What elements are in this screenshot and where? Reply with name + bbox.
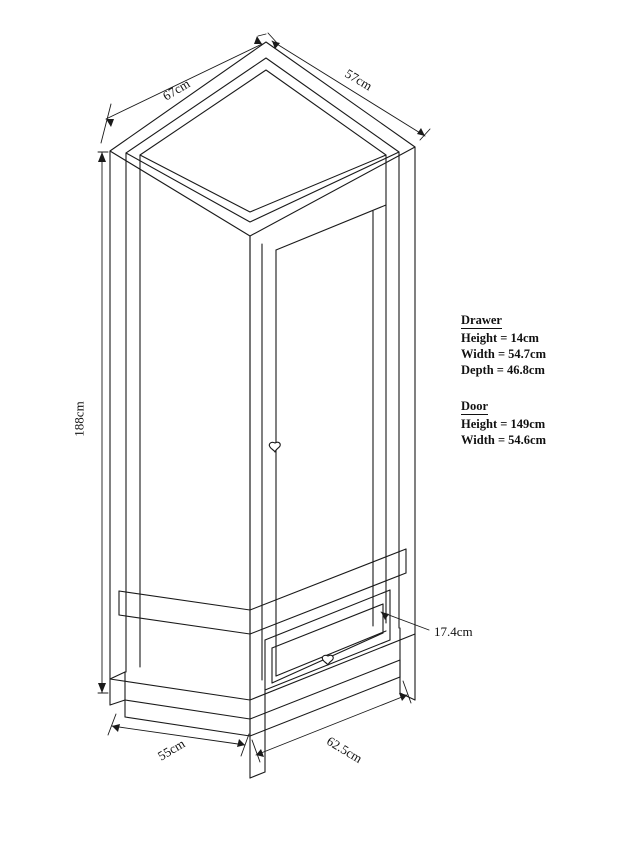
spec-line-drawer-depth: Depth = 46.8cm [461, 363, 545, 377]
door-panel [262, 205, 386, 680]
dimension-label-top-right-depth: 57cm [342, 65, 375, 94]
lower-rail-left [119, 591, 250, 634]
spec-line-door-height: Height = 149cm [461, 417, 546, 431]
spec-heading-door: Door [461, 399, 489, 413]
spec-line-door-width: Width = 54.6cm [461, 433, 547, 447]
dimension-label-base-front-width: 62.5cm [324, 733, 366, 766]
leg-front-left [250, 690, 265, 778]
door-knob [269, 442, 280, 452]
spec-line-drawer-width: Width = 54.7cm [461, 347, 547, 361]
dim-overall-height [98, 152, 108, 693]
drawer-front [265, 590, 390, 690]
leg-rear-left [110, 672, 125, 705]
spec-block-drawer [461, 312, 546, 378]
spec-line-drawer-height: Height = 14cm [461, 331, 539, 345]
dimension-label-overall-height: 188cm [71, 401, 87, 437]
spec-heading-drawer: Drawer [461, 313, 502, 327]
dimension-label-base-left-depth: 55cm [154, 735, 188, 764]
dimension-label-top-left-width: 67cm [159, 75, 193, 104]
dim-drawer-height [381, 612, 429, 630]
dimension-label-drawer-front-height: 17.4cm [434, 624, 473, 639]
spec-block-door [461, 398, 546, 448]
left-side-panel [110, 151, 250, 700]
